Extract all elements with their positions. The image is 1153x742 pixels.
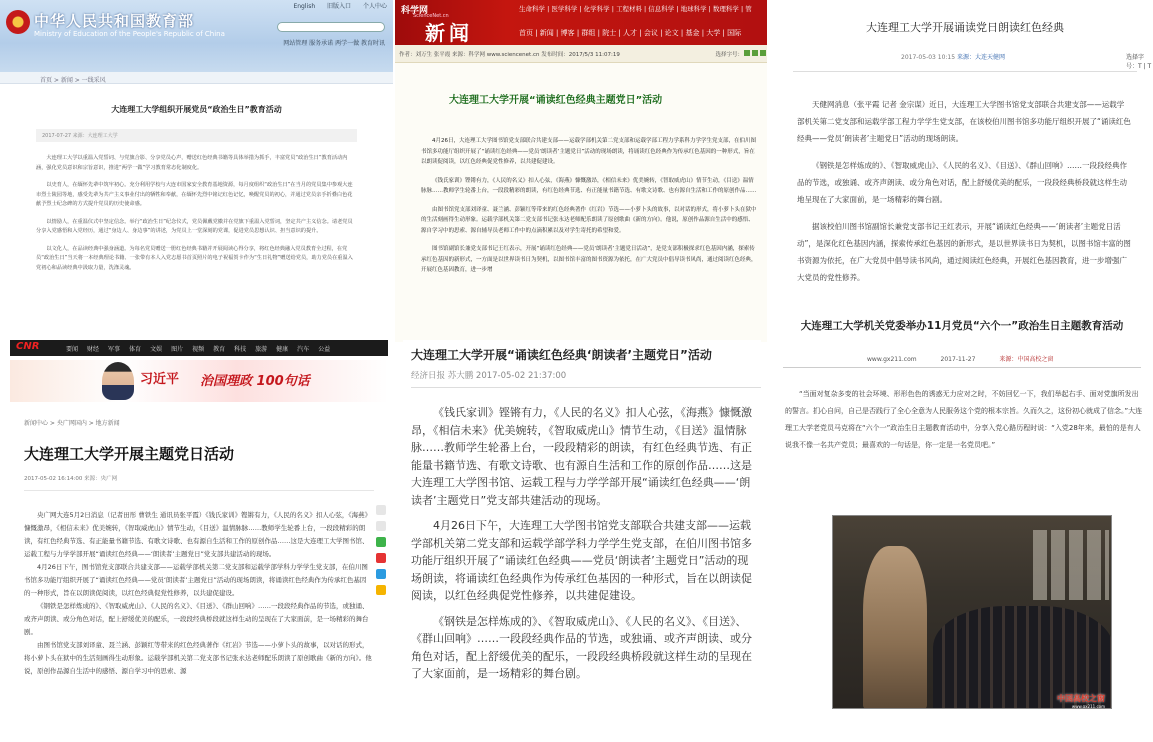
article-title: 大连理工大学机关党委举办11月党员“六个一”政治生日主题教育活动 bbox=[800, 320, 1124, 332]
article-meta bbox=[901, 52, 1153, 70]
article-paragraph: 《钢铁是怎样炼成的》、《智取威虎山》、《人民的名义》、《目送》、《群山回响》……一段段经典作品的节选，或独诵、或齐声朗读、或分角色对话，配上舒缓优美的配乐，一段段经典桥段就这样生动的呈现在了大家面前，是一场精彩的舞台剧。 bbox=[24, 602, 369, 636]
wechat-icon[interactable] bbox=[376, 537, 386, 547]
nav-item[interactable]: 旅游 bbox=[255, 346, 268, 353]
event-photo bbox=[832, 515, 1112, 709]
article-paragraph: 《钱氏家训》铿锵有力，《人民的名义》扣人心弦，《海燕》慷慨激昂，《相信未来》优美婉转，《智取威虎山》情节生动，《目送》温情脉脉……教师学生轮番上台，一段段精彩的朗读，有红色经典节选、有正能量书籍节选、有歌文诗歌、也有源自生活和工作的原创作品…… bbox=[421, 177, 757, 194]
article-meta: 2017-05-02 16:14:00 来源：央广网 bbox=[24, 476, 118, 482]
nav-item[interactable]: 财经 bbox=[87, 346, 100, 353]
article-meta bbox=[395, 45, 767, 63]
article-paragraph: 大连理工大学以重温入党誓词、与党旗合影、分享党员心声，赠送红色经典书籍等具体举措为抓手，丰富党员“政治生日”教育活动内涵，强化党员意识和宗旨意识，推进“两学一做”学习教育常态化制度化。 bbox=[36, 155, 348, 171]
search-input[interactable] bbox=[277, 22, 385, 32]
weibo-icon[interactable] bbox=[376, 553, 386, 563]
article-source[interactable]: 来源：大连天健网 bbox=[957, 54, 1006, 61]
article-paragraph: 《钱氏家训》铿锵有力，《人民的名义》扣人心弦，《海燕》慷慨激昂，《相信未来》优美婉转，《智取威虎山》情节生动，《目送》温情脉脉……教师学生轮番上台，一段段精彩的朗读，有红色经典节选、有正能量书籍节选、有歌文诗歌、也有源自生活和工作的原创作品……这是大连理工大学图书馆、运载工程与力学学部开展“诵读红色经典——‘朗读者’主题党日”党支部共建活动的现场。 bbox=[411, 406, 752, 507]
sciencenet-subject-nav[interactable]: 生命科学 | 医学科学 | 化学科学 | 工程材料 | 信息科学 | 地球科学 | 数理科学 | 管 bbox=[519, 5, 752, 13]
moe-site-title[interactable]: 中华人民共和国教育部 bbox=[34, 12, 195, 30]
breadcrumb[interactable]: 新闻中心 > 央广网国内 > 地方新闻 bbox=[24, 420, 120, 427]
article-body bbox=[395, 63, 767, 276]
article-date: 2017-05-03 10:15 bbox=[901, 54, 956, 61]
cnr-header bbox=[10, 340, 388, 356]
article-title: 大连理工大学开展“诵读红色经典‘朗读者’主题党日”活动 bbox=[411, 348, 712, 362]
nav-item[interactable]: 科技 bbox=[234, 346, 247, 353]
font-size-label: 选择字号： bbox=[715, 52, 743, 58]
font-small-icon[interactable] bbox=[760, 50, 766, 56]
nav-item[interactable]: 体育 bbox=[129, 346, 142, 353]
article-site[interactable]: www.gx211.com bbox=[867, 356, 917, 363]
article-paragraph: 天健网消息（张平霞 记者 金宗谋）近日，大连理工大学图书馆党支部联合共建支部——运载学部机关第二党支部和运载学部工程力学学生党支部，在该校伯川图书馆多功能厅组织开展了“诵读红色经典——党员‘朗读者’主题党日”活动的现场朗读。 bbox=[797, 100, 1131, 143]
article-title: 大连理工大学开展“诵读红色经典主题党日”活动 bbox=[449, 95, 663, 106]
photo-watermark: 中国高校之窗 bbox=[1057, 694, 1105, 703]
moe-header bbox=[0, 0, 393, 72]
article-meta: 2017-07-27 来源：大连理工大学 bbox=[36, 129, 357, 142]
dalian-article-panel bbox=[777, 0, 1153, 300]
article-title: 大连理工大学组织开展党员“政治生日”教育活动 bbox=[111, 105, 282, 114]
article-meta: 经济日报 苏大鹏 2017-05-02 21:37:00 bbox=[411, 371, 567, 381]
article-paragraph: 4月26日下午，图书馆党支部联合共建支部——运载学部机关第二党支部和运载学部学科力学学生党支部，在伯川图书馆多功能厅组织开展了“诵读红色经典——党员‘朗读者’主题党日”活动的现场朗读，将诵读红色经典作为传承红色基因的一种形式，旨在以朗读促阅读，以红色经典促党性修养，以共建促建设。 bbox=[24, 563, 368, 597]
font-medium-icon[interactable] bbox=[752, 50, 758, 56]
qq-icon[interactable] bbox=[376, 569, 386, 579]
nav-item[interactable]: 要闻 bbox=[66, 346, 79, 353]
statue bbox=[863, 546, 927, 709]
cnr-logo[interactable]: CNR bbox=[16, 341, 40, 352]
nav-item[interactable]: 汽车 bbox=[297, 346, 310, 353]
banner-name: 习近平 bbox=[140, 372, 180, 387]
article-paragraph: 《钢铁是怎样炼成的》、《智取威虎山》、《人民的名义》、《目送》、《群山回响》……一段段经典作品的节选，或独诵、或齐声朗读、或分角色对话，配上舒缓优美的配乐，一段段经典桥段就这样生动的呈现在了大家面前，是一场精彩的舞台剧。 bbox=[411, 614, 752, 680]
national-emblem-icon bbox=[6, 10, 30, 34]
favorite-icon[interactable] bbox=[376, 521, 386, 531]
article-title: 大连理工大学开展主题党日活动 bbox=[24, 445, 235, 463]
nav-item[interactable]: 健康 bbox=[276, 346, 289, 353]
nav-item[interactable]: 图片 bbox=[171, 346, 184, 353]
moe-article-panel bbox=[0, 0, 393, 340]
article-paragraph: 由图书馆党支部刘译童、聂兰涵、彭颖红等带来的红色经典著作《红岩》节选——小萝卜头的故事，以对话的形式，将小萝卜头在狱中的生活刻画得生动形象。运载学部机关第二党支部书记张永达老师配乐朗读了原创歌曲《新的方向》。他说，原创作品源自生活中的感悟、源自学习中的思索、源 bbox=[24, 641, 372, 675]
sciencenet-logo-en: ScienceNet.cn bbox=[413, 13, 449, 19]
banner-slogan: 治国理政 100句话 bbox=[200, 374, 310, 389]
moe-sub-links[interactable]: 网站管理 服务承诺 两学一做 教育时讯 bbox=[283, 40, 385, 47]
font-large-icon[interactable] bbox=[744, 50, 750, 56]
promo-banner[interactable] bbox=[10, 360, 388, 402]
moe-site-title-en: Ministry of Education of the People's Republic of China bbox=[34, 30, 225, 38]
sciencenet-main-nav[interactable]: 首页 | 新闻 | 博客 | 群组 | 院士 | 人才 | 会议 | 论文 | 基金 | 大学 | 国际 bbox=[519, 29, 742, 37]
article-paragraph: 据该校伯川图书馆副馆长兼党支部书记王红表示，开展“诵读红色经典——‘朗读者’主题党日活动”，是深化红色基因内涵，探索传承红色基因的新形式，是以世界读书日为契机，以图书馆丰富的图书资源为依托，在广大党员中倡导读书风尚，通过阅读红色经典，开展红色基因教育，进一步增强广大党员的党性修养。 bbox=[797, 222, 1131, 282]
sciencenet-logo[interactable]: 科学网 bbox=[401, 6, 429, 16]
article-title: 大连理工大学开展诵读党日朗读红色经典 bbox=[866, 21, 1064, 34]
moe-top-link[interactable]: 个人中心 bbox=[362, 3, 387, 10]
article-body bbox=[403, 388, 761, 683]
article-body bbox=[777, 72, 1153, 286]
exhibition-frames bbox=[1033, 530, 1109, 600]
portrait-image bbox=[102, 362, 134, 400]
nav-item[interactable]: 教育 bbox=[213, 346, 226, 353]
moe-top-links bbox=[283, 1, 387, 10]
section-title: 新闻 bbox=[425, 21, 473, 45]
cnr-nav bbox=[66, 344, 339, 353]
article-body bbox=[771, 368, 1153, 454]
article-paragraph: 由图书馆党支部刘译童、聂兰涵、彭颖红等带来的红色经典著作《红岩》节选——小萝卜头的故事，以对话的形式，将小萝卜头在狱中的生活刻画得生动形象。运载学部机关第二党支部书记张永达老师配乐朗读了原创歌曲《新的方向》。他说，原创作品源自生活中的感悟、源自学习中的思索、源自辅导员老师工作中的点滴积累以及对学生寄托的希望和爱。 bbox=[421, 206, 757, 234]
share-toolbar bbox=[374, 505, 388, 601]
article-paragraph: “当面对复杂多变的社会环境、形形色色的诱惑无力应对之时，不妨回忆一下，我们举起右手、面对党旗所发出的誓言。扪心自问，自己是否践行了全心全意为人民服务这个党的根本宗旨。久而久之，这份初心就成了信念。”大连理工大学老党员马克将在“六个一”政治生日主题教育活动中，分享入党心路历程时说：“入党28年来，最怕的是有人说我不像一名共产党员；最喜欢的一句话是，你一定是一名党员吧。” bbox=[785, 390, 1143, 449]
article-body bbox=[0, 84, 393, 273]
article-body bbox=[10, 491, 388, 678]
cnr-article-panel bbox=[10, 340, 388, 742]
gx211-article-panel bbox=[771, 308, 1153, 742]
moe-top-link[interactable]: English bbox=[293, 3, 316, 10]
article-meta bbox=[867, 354, 1153, 363]
qzone-icon[interactable] bbox=[376, 585, 386, 595]
photo-watermark-url: www.gx211.com bbox=[1071, 704, 1105, 709]
article-source[interactable]: 来源：中国高校之窗 bbox=[999, 356, 1054, 363]
moe-top-link[interactable]: 旧版入口 bbox=[327, 3, 352, 10]
nav-item[interactable]: 视频 bbox=[192, 346, 205, 353]
article-paragraph: 以文化人，在品读经典中强身涵道。为每名党员赠送一册红色经典书籍并开展阅读心得分享，将红色经典融入党员教育全过程，在党员“政治生日”当天将一本经典理论书籍、一张带有本人入党志愿书首页照片的电子祝福贺卡作为“生日礼物”赠送给党员，助力党员在重温入党初心和品读经典中汲取力量，洗涤灵魂。 bbox=[36, 245, 353, 271]
article-paragraph: 4月26日下午，大连理工大学图书馆党支部联合共建支部——运载学部机关第二党支部和运载学部学科力学学生党支部，在伯川图书馆多功能厅组织开展了“诵读红色经典——党员‘朗读者’主题党日”活动的现场朗读，将诵读红色经典作为传承红色基因的一种形式，旨在以朗读促阅读，以红色经典促党性修养，以共建促建设。 bbox=[411, 519, 752, 602]
nav-item[interactable]: 军事 bbox=[108, 346, 121, 353]
sciencenet-article-panel bbox=[395, 0, 767, 342]
article-date: 2017-11-27 bbox=[940, 356, 976, 363]
article-meta-text: 作者：刘万生 张平霞 来源：科学网 www.sciencenet.cn 发布时间：2017/5/3 11:07:19 bbox=[399, 52, 620, 58]
sciencenet-header bbox=[395, 0, 767, 45]
print-icon[interactable] bbox=[376, 505, 386, 515]
article-paragraph: 以情励人，在重温仪式中坚定信念。举行“政治生日”纪念仪式，党员佩戴党徽并在党旗下重温入党誓词，坚定共产主义信念。请老党员分享入党感悟和入党经历，通过“身边人、身边事”的讲述，为党员上一堂深刻的党课，促进党员思想认识、担当意识的提升。 bbox=[36, 218, 353, 234]
nav-item[interactable]: 公益 bbox=[318, 346, 331, 353]
font-size-selector[interactable]: 选择字号：T | T bbox=[1126, 54, 1152, 70]
guangming-article-panel bbox=[403, 340, 761, 742]
article-paragraph: 央广网大连5月2日消息（记者田彤 曹铁生 通讯员张平霞）《钱氏家训》铿锵有力，《人民的名义》扣人心弦，《海燕》慷慨激昂，《相信未来》优美婉转，《智取威虎山》情节生动，《目送》温情脉脉……教师学生轮番上台，一段段精彩的朗读，有红色经典节选、有正能量书籍节选、有歌文诗歌、也有源自生活和工作的原创作品……这是大连理工大学图书馆、运载工程与力学学部开展“诵读红色经典——‘朗读者’主题党日”党支部共建活动的现场。 bbox=[24, 511, 372, 558]
article-paragraph: 以史育人，在缅怀先辈中筑牢初心。充分利用学校与大连市国家安全教育基地资源，每月度组织“政治生日”在当月的党员集中参观大连市烈士陵园等地，感受先辈为共产主义事业付出的牺牲和奉献，在缅怀先烈中铭记红色记忆，唤醒党员的初心，并通过党员亲手折叠白色花献予烈士纪念碑的方式提升党员的历史使命感。 bbox=[36, 182, 353, 207]
nav-item[interactable]: 文娱 bbox=[150, 346, 163, 353]
article-paragraph: 图书馆副馆长兼党支部书记王红表示，开展“诵读红色经典——党员‘朗读者’主题党日活动”，是党支部积极探求红色基因内涵，探索传承红色基因的新形式，一方面是以世界读书日为契机，以图书馆丰富的图书资源为依托，在广大党员中倡导读书风尚，通过阅读红色经典，开展红色基因教育，进一步增 bbox=[421, 246, 757, 273]
article-paragraph: 4月26日，大连理工大学图书馆党支部联合共建支部——运载学部机关第二党支部和运载学部工程力学系科力学学生党支部，在伯川图书馆多功能厅组织开展了“诵读红色经典——党员‘朗读者’主题党日”活动的现场朗读，将诵读红色经典作为传承红色基因的一种形式，旨在以朗读促阅读，以红色经典促党性修养，以共建促建设。 bbox=[421, 138, 757, 165]
article-paragraph: 《钢铁是怎样炼成的》、《智取威虎山》、《人民的名义》、《目送》、《群山回响》……一段段经典作品的节选，或独诵、或齐声朗读、或分角色对话，配上舒缓优美的配乐，一段段经典桥段就这样生动地呈现在了大家面前，是一场精彩的舞台剧。 bbox=[797, 161, 1127, 204]
breadcrumb[interactable]: 首页 > 新闻 > 一线采风 bbox=[0, 72, 393, 84]
